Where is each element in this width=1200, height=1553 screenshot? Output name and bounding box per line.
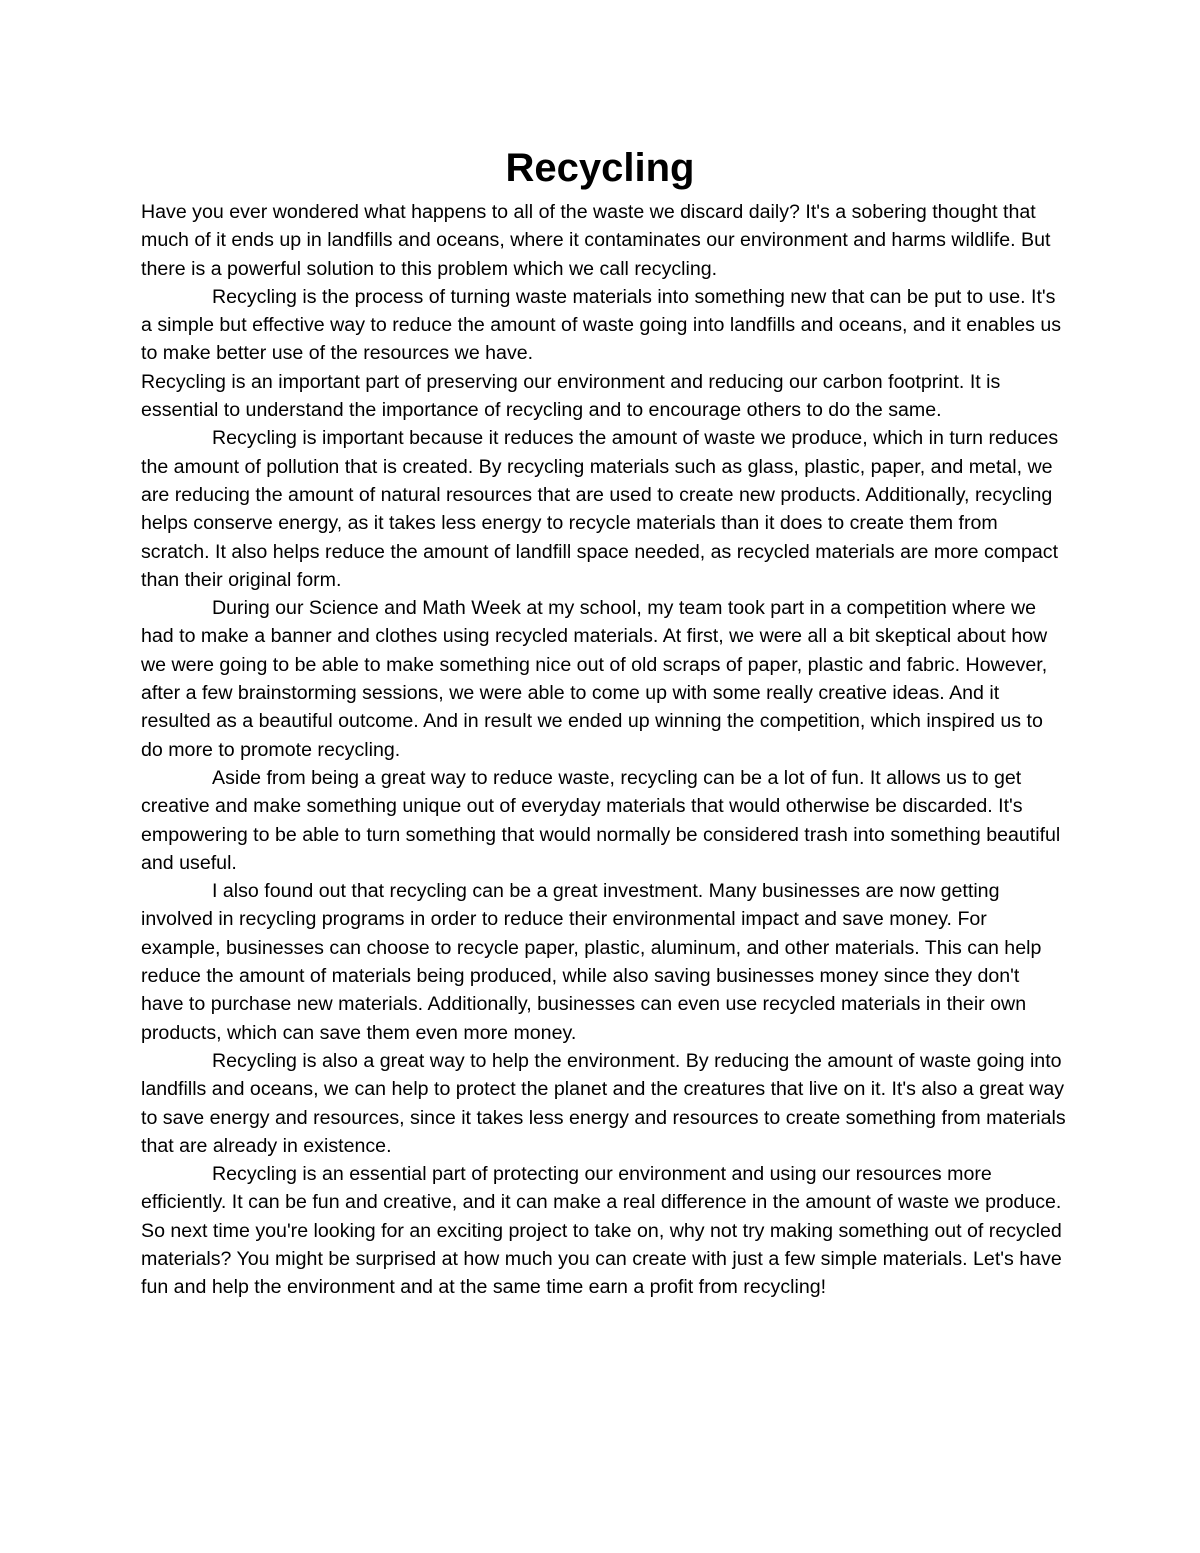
paragraph-3: Recycling is an important part of preserving our environment and reducing our carbon footprint. It is essential to understand the importance of recycling and to encourage others to do the same. [141,370,1001,422]
paragraph-7: I also found out that recycling can be a great investment. Many businesses are now getting involved in recycling programs in order to reduce their environmental impact and save money. For example, businesses can choose to recycle paper, plastic, aluminum, and other materials. This can help reduce the amount of materials being produced, while also saving businesses money since they don't have to purchase new materials. Additionally, businesses can even use recycled materials in their own products, which can save them even more money. [141,880,1042,1044]
paragraph-2: Recycling is the process of turning waste materials into something new that can be put to use. It's a simple but effective way to reduce the amount of waste going into landfills and oceans, and it enables us to make better use of the resources we have. [141,285,1062,365]
paragraph-8: Recycling is also a great way to help the environment. By reducing the amount of waste going into landfills and oceans, we can help to protect the planet and the creatures that live on it. It's also a great way to save energy and resources, since it takes less energy and resources to create something from materials that are already in existence. [141,1049,1066,1157]
paragraph-9: Recycling is an essential part of protecting our environment and using our resources more efficiently. It can be fun and creative, and it can make a real difference in the amount of waste we produce. So next time you're looking for an exciting project to take on, why not try making something out of recycled materials? You might be surprised at how much you can create with just a few simple materials. Let's have fun and help the environment and at the same time earn a profit from recycling! [141,1163,1062,1299]
document-title: Recycling [505,146,695,190]
paragraph-1: Have you ever wondered what happens to all of the waste we discard daily? It's a sobering thought that much of it ends up in landfills and oceans, where it contaminates our environment and harms wildlife. But there is a powerful solution to this problem which we call recycling. [141,201,1051,280]
paragraph-6: Aside from being a great way to reduce waste, recycling can be a lot of fun. It allows us to get creative and make something unique out of everyday materials that would otherwise be discarded. It's empowering to be able to turn something that would normally be considered trash into something beautiful and useful. [141,766,1061,874]
paragraph-5: During our Science and Math Week at my school, my team took part in a competition where we had to make a banner and clothes using recycled materials. At first, we were all a bit skeptical about how we were going to be able to make something nice out of old scraps of paper, plastic and fabric. However, after a few brainstorming sessions, we were able to come up with some really creative ideas. And it resulted as a beautiful outcome. And in result we ended up winning the competition, which inspired us to do more to promote recycling. [141,597,1048,761]
paragraph-4: Recycling is important because it reduces the amount of waste we produce, which in turn reduces the amount of pollution that is created. By recycling materials such as glass, plastic, paper, and metal, we are reducing the amount of natural resources that are used to create new products. Additionally, recycling helps conserve energy, as it takes less energy to recycle materials than it does to create them from scratch. It also helps reduce the amount of landfill space needed, as recycled materials are more compact than their original form. [141,427,1059,591]
document-body [141,198,1066,1302]
